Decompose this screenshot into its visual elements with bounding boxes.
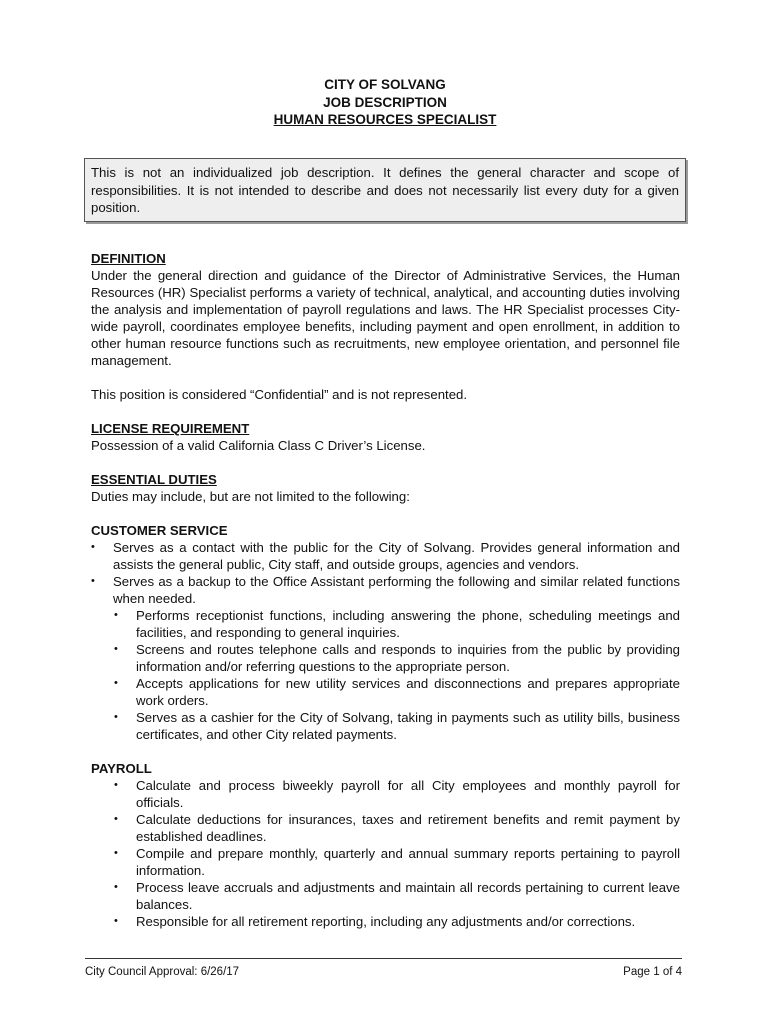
list-item-text: Calculate and process biweekly payroll for all City employees and monthly payroll for officials. — [136, 778, 680, 810]
bullet-icon: • — [91, 541, 95, 553]
bullet-icon: • — [114, 711, 118, 723]
bullet-icon: • — [114, 813, 118, 825]
essential-duties-text: Duties may include, but are not limited to the following: — [91, 489, 410, 504]
customer-service-heading: CUSTOMER SERVICE — [91, 523, 228, 538]
footer-page-number: Page 1 of 4 — [623, 966, 682, 978]
list-item-text: Accepts applications for new utility services and disconnections and prepares appropriate work orders. — [136, 676, 680, 708]
list-item — [91, 641, 680, 675]
document-header — [0, 76, 770, 129]
payroll-heading: PAYROLL — [91, 761, 152, 776]
list-item-text: Process leave accruals and adjustments and maintain all records pertaining to current leave balances. — [136, 880, 680, 912]
list-item — [91, 573, 680, 607]
list-item — [91, 777, 680, 811]
definition-paragraph: Under the general direction and guidance of the Director of Administrative Services, the Human Resources (HR) Specialist performs a variety of technical, analytical, and accounting duties involving the analysis and implementation of payroll regulations and laws. The HR Specialist processes City-wide payroll, coordinates employee benefits, including payment and open enrollment, in addition to other human resource functions such as recruitments, new employee orientation, and personnel file management. — [91, 268, 680, 368]
list-item-text: Performs receptionist functions, including answering the phone, scheduling meetings and facilities, and responding to general inquiries. — [136, 608, 680, 640]
list-item-text: Serves as a backup to the Office Assistant performing the following and similar related functions when needed. — [113, 574, 680, 606]
list-item-text: Calculate deductions for insurances, taxes and retirement benefits and remit payment by established deadlines. — [136, 812, 680, 844]
license-heading: LICENSE REQUIREMENT — [91, 421, 250, 436]
header-city: CITY OF SOLVANG — [324, 77, 446, 92]
bullet-icon: • — [114, 643, 118, 655]
bullet-icon: • — [114, 609, 118, 621]
list-item — [91, 675, 680, 709]
definition-heading: DEFINITION — [91, 251, 166, 266]
list-item-text: Responsible for all retirement reporting, including any adjustments and/or corrections. — [136, 914, 636, 929]
list-item — [91, 709, 680, 743]
bullet-icon: • — [114, 677, 118, 689]
document-body — [91, 250, 680, 930]
bullet-icon: • — [114, 915, 118, 927]
header-doc-type: JOB DESCRIPTION — [323, 94, 447, 110]
list-item-text: Screens and routes telephone calls and responds to inquiries from the public by providing information and/or referring questions to the appropriate person. — [136, 642, 680, 674]
list-item-text: Serves as a contact with the public for the City of Solvang. Provides general information and assists the general public, City staff, and outside groups, agencies and vendors. — [113, 540, 680, 572]
list-item — [91, 845, 680, 879]
license-text: Possession of a valid California Class C Driver’s License. — [91, 438, 426, 453]
list-item — [91, 913, 680, 930]
payroll-list — [91, 777, 680, 930]
bullet-icon: • — [114, 881, 118, 893]
bullet-icon: • — [114, 847, 118, 859]
list-item-text: Compile and prepare monthly, quarterly and annual summary reports pertaining to payroll information. — [136, 846, 680, 878]
list-item — [91, 879, 680, 913]
list-item — [91, 811, 680, 845]
footer-approval-date: City Council Approval: 6/26/17 — [85, 966, 240, 978]
customer-service-list — [91, 539, 680, 607]
confidential-paragraph: This position is considered “Confidential” and is not represented. — [91, 387, 468, 402]
bullet-icon: • — [91, 575, 95, 587]
list-item — [91, 607, 680, 641]
disclaimer-box: This is not an individualized job description. It defines the general character and scope of responsibilities. It is not intended to describe and does not necessarily list every duty for a given position. — [84, 158, 686, 222]
header-job-title: HUMAN RESOURCES SPECIALIST — [273, 112, 497, 127]
page-footer — [85, 958, 682, 979]
list-item — [91, 539, 680, 573]
bullet-icon: • — [114, 779, 118, 791]
list-item-text: Serves as a cashier for the City of Solvang, taking in payments such as utility bills, business certificates, and other City related payments. — [136, 710, 680, 742]
essential-duties-heading: ESSENTIAL DUTIES — [91, 472, 217, 487]
office-assistant-sublist — [91, 607, 680, 743]
